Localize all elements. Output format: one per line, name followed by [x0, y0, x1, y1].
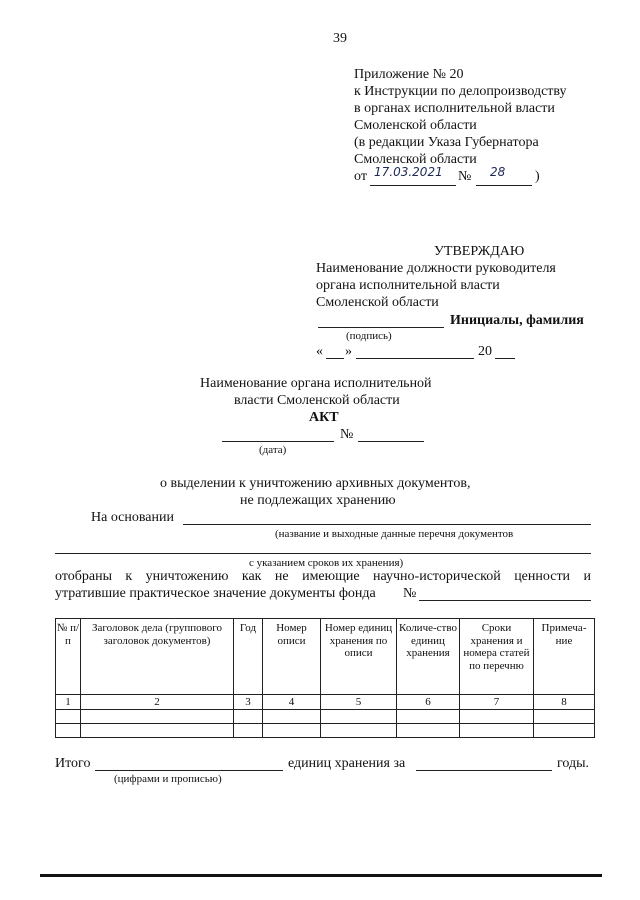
basis-label: На основании — [91, 510, 174, 525]
total-label: Итого — [55, 756, 91, 771]
approve-title: УТВЕРЖДАЮ — [434, 244, 525, 259]
basis-caption: (название и выходные данные перечня документов — [275, 528, 514, 540]
act-no: № — [340, 427, 354, 442]
quote-close: » — [345, 344, 352, 359]
appendix-close: ) — [535, 169, 540, 184]
appendix-line: (в редакции Указа Губернатора — [354, 135, 539, 150]
approve-year: 20 — [478, 344, 492, 359]
header-cell: Количе-ство единиц хранения — [397, 619, 460, 695]
number-cell: 7 — [460, 695, 534, 710]
approve-line: Наименование должности руководителя — [316, 261, 556, 276]
table-row — [56, 710, 595, 724]
number-cell: 4 — [263, 695, 321, 710]
total-caption: (цифрами и прописью) — [114, 773, 222, 785]
table-number-row — [56, 695, 595, 710]
number-cell: 8 — [534, 695, 595, 710]
org-line: власти Смоленской области — [234, 393, 400, 408]
header-cell: Год — [234, 619, 263, 695]
appendix-line: к Инструкции по делопроизводству — [354, 84, 567, 99]
quote-open: « — [316, 344, 323, 359]
appendix-line: в органах исполнительной власти — [354, 101, 555, 116]
subject-line: о выделении к уничтожению архивных документов, — [160, 476, 471, 491]
header-cell: Сроки хранения и номера статей по перечню — [460, 619, 534, 695]
header-cell: Примеча-ние — [534, 619, 595, 695]
selected-line: отобраны к уничтожению как не имеющие научно-исторической ценности и — [55, 569, 591, 584]
subject-line: не подлежащих хранению — [240, 493, 396, 508]
number-cell: 5 — [321, 695, 397, 710]
table-header-row — [56, 619, 595, 695]
org-line: Наименование органа исполнительной — [200, 376, 432, 391]
page-number: 39 — [333, 31, 347, 46]
appendix-line: Смоленской области — [354, 118, 477, 133]
appendix-ot: от — [354, 169, 367, 184]
approve-initials: Инициалы, фамилия — [450, 313, 584, 328]
table-row — [56, 724, 595, 738]
bottom-rule — [40, 874, 602, 877]
header-cell: № п/п — [56, 619, 81, 695]
approve-line: Смоленской области — [316, 295, 439, 310]
number-cell: 1 — [56, 695, 81, 710]
number-cell: 3 — [234, 695, 263, 710]
header-cell: Номер описи — [263, 619, 321, 695]
basis-caption: с указанием сроков их хранения) — [249, 557, 404, 569]
appendix-line: Приложение № 20 — [354, 67, 464, 82]
total-middle: единиц хранения за — [288, 756, 406, 771]
number-cell: 6 — [397, 695, 460, 710]
handwritten-number: 28 — [490, 165, 506, 179]
approve-line: органа исполнительной власти — [316, 278, 500, 293]
appendix-no: № — [458, 169, 472, 184]
sign-caption: (подпись) — [346, 330, 392, 342]
documents-table — [55, 618, 595, 738]
total-end: годы. — [557, 756, 590, 771]
act-title: АКТ — [309, 410, 339, 425]
handwritten-date: 17.03.2021 — [374, 165, 443, 179]
appendix-line: Смоленской области — [354, 152, 477, 167]
date-caption: (дата) — [259, 444, 287, 456]
header-cell: Заголовок дела (группового заголовок документов) — [81, 619, 234, 695]
selected-no: № — [403, 586, 417, 601]
number-cell: 2 — [81, 695, 234, 710]
header-cell: Номер единиц хранения по описи — [321, 619, 397, 695]
selected-line: утратившие практическое значение документы фонда — [55, 586, 376, 601]
